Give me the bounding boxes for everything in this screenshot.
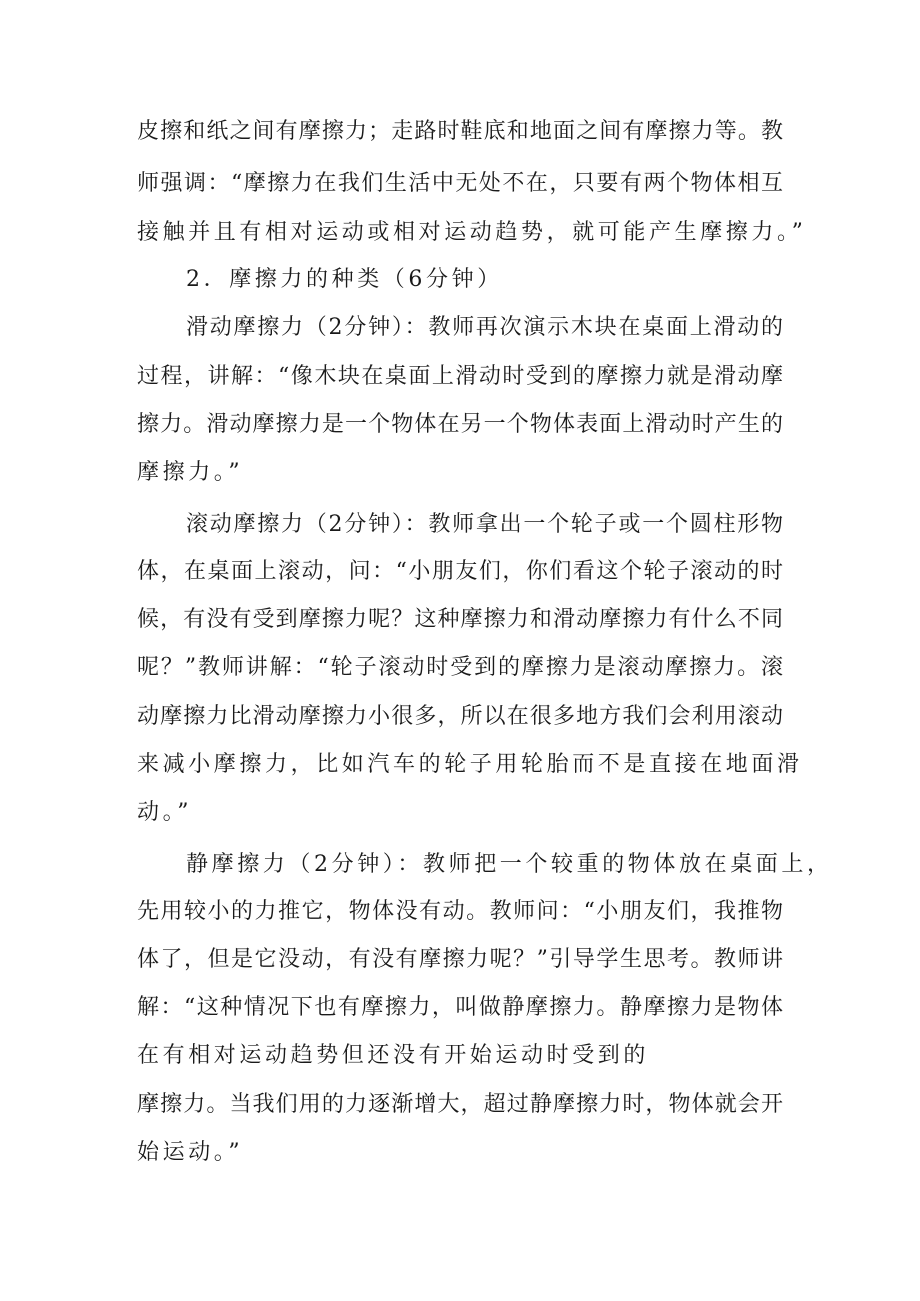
- text-line: 皮擦和纸之间有摩擦力；走路时鞋底和地面之间有摩擦力等。教: [137, 119, 783, 144]
- paragraph-start-sliding-friction: 滑动摩擦力（2分钟）：教师再次演示木块在桌面上滑动的: [186, 315, 783, 340]
- text-line: 动。”: [137, 800, 193, 825]
- text-line: 擦力。滑动摩擦力是一个物体在另一个物体表面上滑动时产生的: [137, 412, 783, 437]
- text-line: 摩擦力。”: [137, 460, 244, 485]
- text-line: 体，在桌面上滚动，问：“小朋友们，你们看这个轮子滚动的时: [137, 559, 783, 584]
- text-line: 摩擦力。当我们用的力逐渐增大，超过静摩擦力时，物体就会开: [137, 1092, 783, 1117]
- text-line: 过程，讲解：“像木块在桌面上滑动时受到的摩擦力就是滑动摩: [137, 364, 783, 389]
- text-line: 呢？”教师讲解：“轮子滚动时受到的摩擦力是滚动摩擦力。滚: [137, 655, 783, 680]
- text-line: 始运动。”: [137, 1140, 244, 1165]
- text-line: 来减小摩擦力，比如汽车的轮子用轮胎而不是直接在地面滑: [137, 752, 803, 777]
- text-line: 在有相对运动趋势但还没有开始运动时受到的: [137, 1043, 650, 1068]
- text-line: 动摩擦力比滑动摩擦力小很多，所以在很多地方我们会利用滚动: [137, 704, 783, 729]
- text-line: 体了，但是它没动，有没有摩擦力呢？”引导学生思考。教师讲: [137, 947, 783, 972]
- text-line: 接触并且有相对运动或相对运动趋势，就可能产生摩擦力。”: [137, 220, 807, 245]
- paragraph-start-rolling-friction: 滚动摩擦力（2分钟）：教师拿出一个轮子或一个圆柱形物: [186, 512, 783, 537]
- text-line: 候，有没有受到摩擦力呢？这种摩擦力和滑动摩擦力有什么不同: [137, 607, 783, 632]
- text-line: 师强调：“摩擦力在我们生活中无处不在，只要有两个物体相互: [137, 171, 783, 196]
- text-line: 解：“这种情况下也有摩擦力，叫做静摩擦力。静摩擦力是物体: [137, 995, 783, 1020]
- text-line: 先用较小的力推它，物体没有动。教师问：“小朋友们，我推物: [137, 899, 783, 924]
- section-heading: 2．摩擦力的种类（6分钟）: [186, 267, 503, 292]
- paragraph-start-static-friction: 静摩擦力（2分钟）：教师把一个较重的物体放在桌面上，: [186, 852, 833, 877]
